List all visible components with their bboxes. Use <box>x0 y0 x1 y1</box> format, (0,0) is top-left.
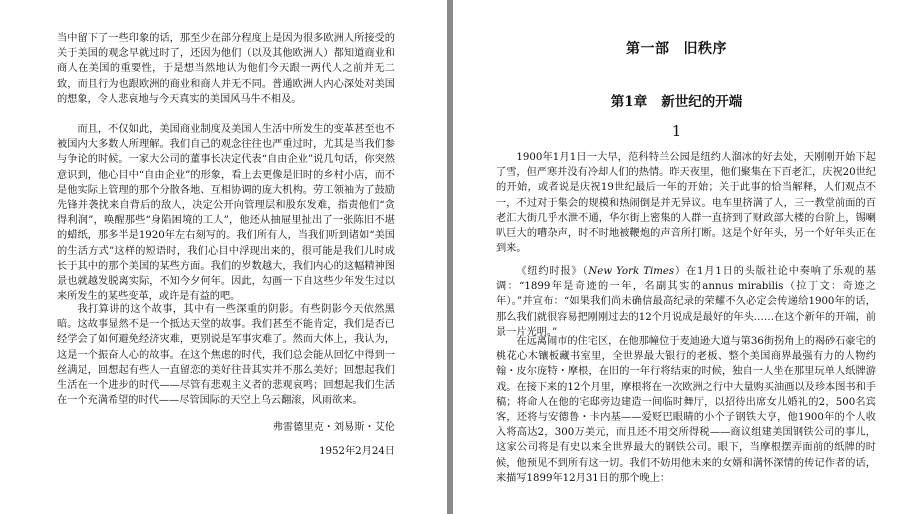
para2-after: ）在1月1日的头版社论中奏响了乐观的基调：“1899年是奇迹的一年，名副其实的annus mirabilis（拉丁文：奇迹之年）。”并宣布：“如果我们尚未确信最高纪录的荣耀不久必定会传递给1900年的话，那么我们就很容易把刚刚过去的12个月说成是最好的年头……在这个新年的开端，前景一片光明。” <box>496 266 876 338</box>
right-paragraph-3: 在远离闹市的住宅区，在他那幢位于麦迪逊大道与第36街拐角上的褐砂石豪宅的桃花心木镶板藏书室里，全世界最大银行的老板、整个美国商界最强有力的人物约翰・皮尔庞特・摩根，在旧的一年行将结束的时候，独自一人坐在那里玩单人纸牌游戏。在接下来的12个月里，摩根将在一次欧洲之行中大量购买油画以及珍本图书和手稿；将命人在他的宅邸旁边建造一间临时舞厅，以招待出席女儿婚礼的2，500名宾客，还将与安德鲁・卡内基——爱贬巴眼睛的小个子钢铁大亨，他1900年的个人收入将高达2，300万美元，而且还不用交所得税——商议组建美国钢铁公司的事儿，这家公司将是有史以来全世界最大的钢铁公司。眼下，当摩根摆弄面前的纸牌的时候，他预见不到所有这一切。我们不妨用他未来的女婿和满怀深情的传记作者的话，来描写1899年12月31日的那个晚上： <box>496 336 876 484</box>
right-paragraph-2 <box>496 264 876 340</box>
part-title <box>453 38 900 58</box>
left-paragraph-3: 我打算讲的这个故事，其中有一些深重的阴影。有些阴影今天依然黑暗。这故事显然不是一个抵达天堂的故事。我们甚至不能肯定，我们是否已经学会了如何避免经济灾难，更别说是军事灾难了。然而大体上，我认为，这是一个振奋人心的故事。在这个焦虑的时代，我们总会能从回忆中得到一丝满足，回想起有些人一直留恋的美好往昔其实并不那么美好；回想起我们生活在一个进步的时代——尽管有悲观主义者的悲观哀鸣；回想起我们生活在一个充满希望的时代——尽管国际的天空上乌云翻滚，风雨欲来。 <box>57 304 395 407</box>
chapter-label: 第1章 <box>610 94 648 110</box>
section-number: 1 <box>671 122 682 140</box>
chapter-name: 新世纪的开端 <box>661 94 743 110</box>
part-name: 旧秩序 <box>683 41 727 57</box>
para2-italic-title: New York Times <box>588 266 675 277</box>
para2-before: 《纽约时报》（ <box>516 266 589 277</box>
left-page <box>0 0 447 514</box>
right-page <box>453 0 900 514</box>
author-signature: 弗雷德里克・刘易斯・艾伦 <box>272 422 395 433</box>
preface-date: 1952年2月24日 <box>319 446 395 457</box>
right-paragraph-1: 1900年1月1日一大早，范科特兰公园是纽约人溜冰的好去处，天刚刚开始下起了雪，但严寒并没有冷却人们的热情。昨天夜里，他们聚集在下百老汇，庆祝20世纪的开始，或者说是庆祝19世纪最后一年的开始；关于此事的恰当解释，人们观点不一，不过对于集会的规模和热闹倒是并无异议。电车里挤满了人，三一教堂前面的百老汇大街几乎水泄不通，华尔街上密集的人群一直挤到了财政部大楼的台阶上，锡喇叭巨大的嘈杂声，时不时地被鞭炮的声音所打断。这是个好年头，另一个好年头正在到来。 <box>496 152 876 255</box>
left-paragraph-1: 当中留下了一些印象的话，那至少在部分程度上是因为很多欧洲人所接受的关于美国的观念早就过时了，还因为他们（以及其他欧洲人）都知道商业和商人在美国的重要性，于是想当然地认为他们今天跟一两代人之前并无二致，而且行为也跟欧洲的商业和商人并无不同。普通欧洲人内心深处对美国的想象，令人悲哀地与今天真实的美国风马牛不相及。 <box>57 33 395 105</box>
part-label: 第一部 <box>626 41 670 57</box>
left-paragraph-2: 而且，不仅如此，美国商业制度及美国人生活中所发生的变革甚至也不被国内大多数人所理解。我们自己的观念往往也严重过时，尤其是当我们参与争论的时候。一家大公司的董事长决定代表“自由企业”说几句话，你突然意识到，他心目中“自由企业”的形象，看上去更像是旧时的乡村小店，而不是他实际上管理的那个分散各地、互相协调的庞大机构。劳工领袖为了鼓励先锋并袭扰来自背后的敌人，决定公开向管理层和股东发难，指责他们“贪得利润”，唤醒那些“身陷困境的工人”，他还从抽屉里扯出了一张陈旧不堪的蜡纸，那多半是1920年左右刻写的。我们所有人，当我们听到诸如“美国的生活方式”这样的短语时，我们心目中浮现出来的，很可能是我们儿时成长于其中的那个美国的某些方面。我们的岁数越大，我们内心的这幅精神图景也就越发脱离实际，不知今夕何年。因此，勾画一下自这些少年发生过以来所发生的某些变革，或许是有益的吧。 <box>57 124 395 303</box>
chapter-title <box>453 90 900 110</box>
